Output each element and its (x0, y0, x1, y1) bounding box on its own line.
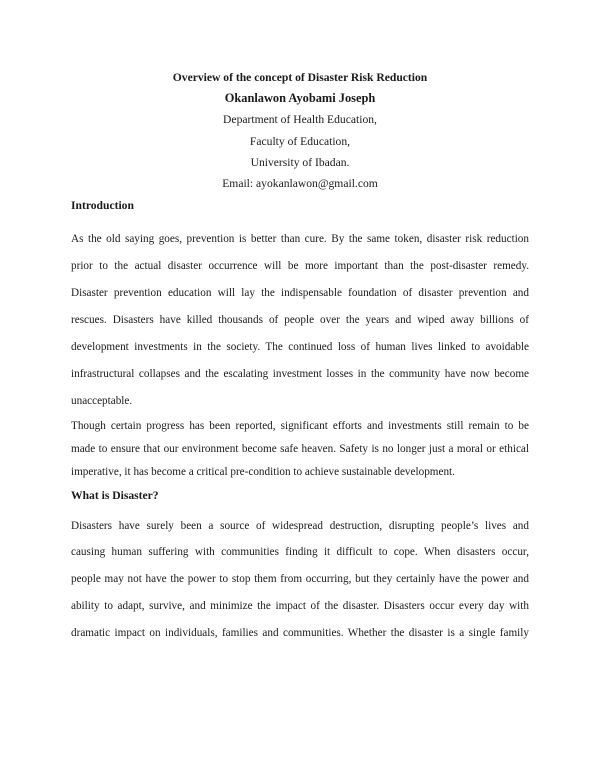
introduction-paragraph-1 (71, 226, 529, 414)
paper-title: Overview of the concept of Disaster Risk Reduction (172, 71, 428, 84)
author-department: Department of Health Education, (223, 113, 377, 127)
author-email: Email: ayokanlawon@gmail.com (222, 177, 378, 191)
author-university: University of Ibadan. (250, 155, 350, 169)
text-line: As the old saying goes, prevention is better than cure. By the same token, disaster risk reduction (71, 233, 529, 246)
author-name: Okanlawon Ayobami Joseph (224, 91, 376, 106)
text-line: unacceptable. (71, 394, 133, 407)
text-line: dramatic impact on individuals, families and communities. Whether the disaster is a single family (71, 627, 529, 640)
what-is-disaster-paragraph-1 (71, 513, 529, 648)
text-line: Though certain progress has been reported, significant efforts and investments still remain to be (71, 419, 529, 432)
text-line: causing human suffering with communities finding it difficult to cope. When disasters occur, (71, 546, 529, 559)
introduction-paragraph-2 (71, 415, 529, 484)
paper-header (71, 67, 529, 194)
text-line: infrastructural collapses and the escalating investment losses in the community have now become (71, 367, 529, 380)
text-line: rescues. Disasters have killed thousands of people over the years and wiped away billions of (71, 313, 529, 326)
text-line: Disaster prevention education will lay the indispensable foundation of disaster prevention and (71, 287, 529, 300)
author-faculty: Faculty of Education, (249, 134, 351, 148)
text-line: Disasters have surely been a source of widespread destruction, disrupting people’s lives and (71, 519, 529, 532)
text-line: prior to the actual disaster occurrence will be more important than the post-disaster remedy. (71, 260, 529, 273)
text-line: people may not have the power to stop them from occurring, but they certainly have the power and (71, 573, 529, 586)
text-line: development investments in the society. The continued loss of human lives linked to avoidable (71, 340, 529, 353)
text-line: ability to adapt, survive, and minimize the impact of the disaster. Disasters occur every day with (71, 600, 529, 613)
what-is-disaster-heading: What is Disaster? (71, 488, 159, 502)
introduction-heading: Introduction (71, 199, 134, 213)
text-line: made to ensure that our environment become safe heaven. Safety is no longer just a moral or ethical (71, 442, 529, 455)
text-line: imperative, it has become a critical pre-condition to achieve sustainable development. (71, 465, 455, 478)
